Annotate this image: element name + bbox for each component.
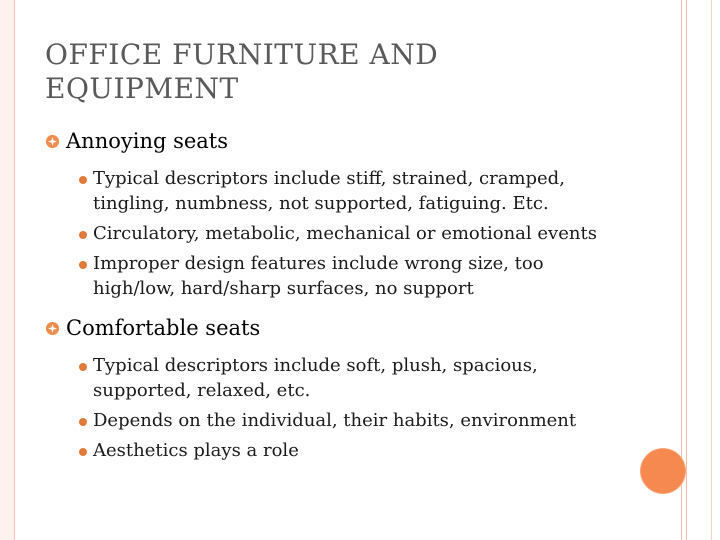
- slide-title: [45, 38, 645, 106]
- list-item-text: Depends on the individual, their habits, environment: [93, 410, 577, 431]
- list-item-text: Improper design features include wrong size, too high/low, hard/sharp surfaces, no support: [93, 253, 544, 299]
- list-item: [45, 166, 613, 216]
- bullet-dot-icon: [79, 261, 87, 269]
- list-item: [45, 408, 613, 433]
- left-frame-border: [0, 0, 15, 540]
- bullet-list-annoying: [45, 166, 645, 301]
- list-item: [45, 438, 613, 463]
- section-heading-annoying: [45, 128, 645, 154]
- slide-content: [45, 128, 645, 477]
- section-heading-label: Comfortable seats: [66, 316, 261, 340]
- bullet-dot-icon: [79, 231, 87, 239]
- list-item-text: Typical descriptors include stiff, strained, cramped, tingling, numbness, not supported, fatiguing. Etc.: [93, 168, 565, 214]
- section-heading-label: Annoying seats: [66, 129, 229, 153]
- bullet-dot-icon: [79, 363, 87, 371]
- list-item: [45, 221, 613, 246]
- bullet-list-comfortable: [45, 353, 645, 463]
- list-item-text: Circulatory, metabolic, mechanical or emotional events: [93, 223, 597, 244]
- list-item: [45, 353, 613, 403]
- bullet-dot-icon: [79, 176, 87, 184]
- right-frame-line: [686, 0, 687, 540]
- slide-title-line-2: EQUIPMENT: [45, 72, 239, 105]
- slide-title-line-1: OFFICE FURNITURE AND: [45, 38, 439, 71]
- bullet-dot-icon: [79, 448, 87, 456]
- ornament-star-icon: [46, 322, 59, 335]
- right-frame-line: [711, 0, 712, 540]
- bullet-dot-icon: [79, 418, 87, 426]
- list-item: [45, 251, 613, 301]
- ornament-star-icon: [46, 135, 59, 148]
- list-item-text: Typical descriptors include soft, plush, spacious, supported, relaxed, etc.: [93, 355, 538, 401]
- accent-circle: [641, 449, 685, 493]
- section-heading-comfortable: [45, 315, 645, 341]
- list-item-text: Aesthetics plays a role: [93, 440, 299, 461]
